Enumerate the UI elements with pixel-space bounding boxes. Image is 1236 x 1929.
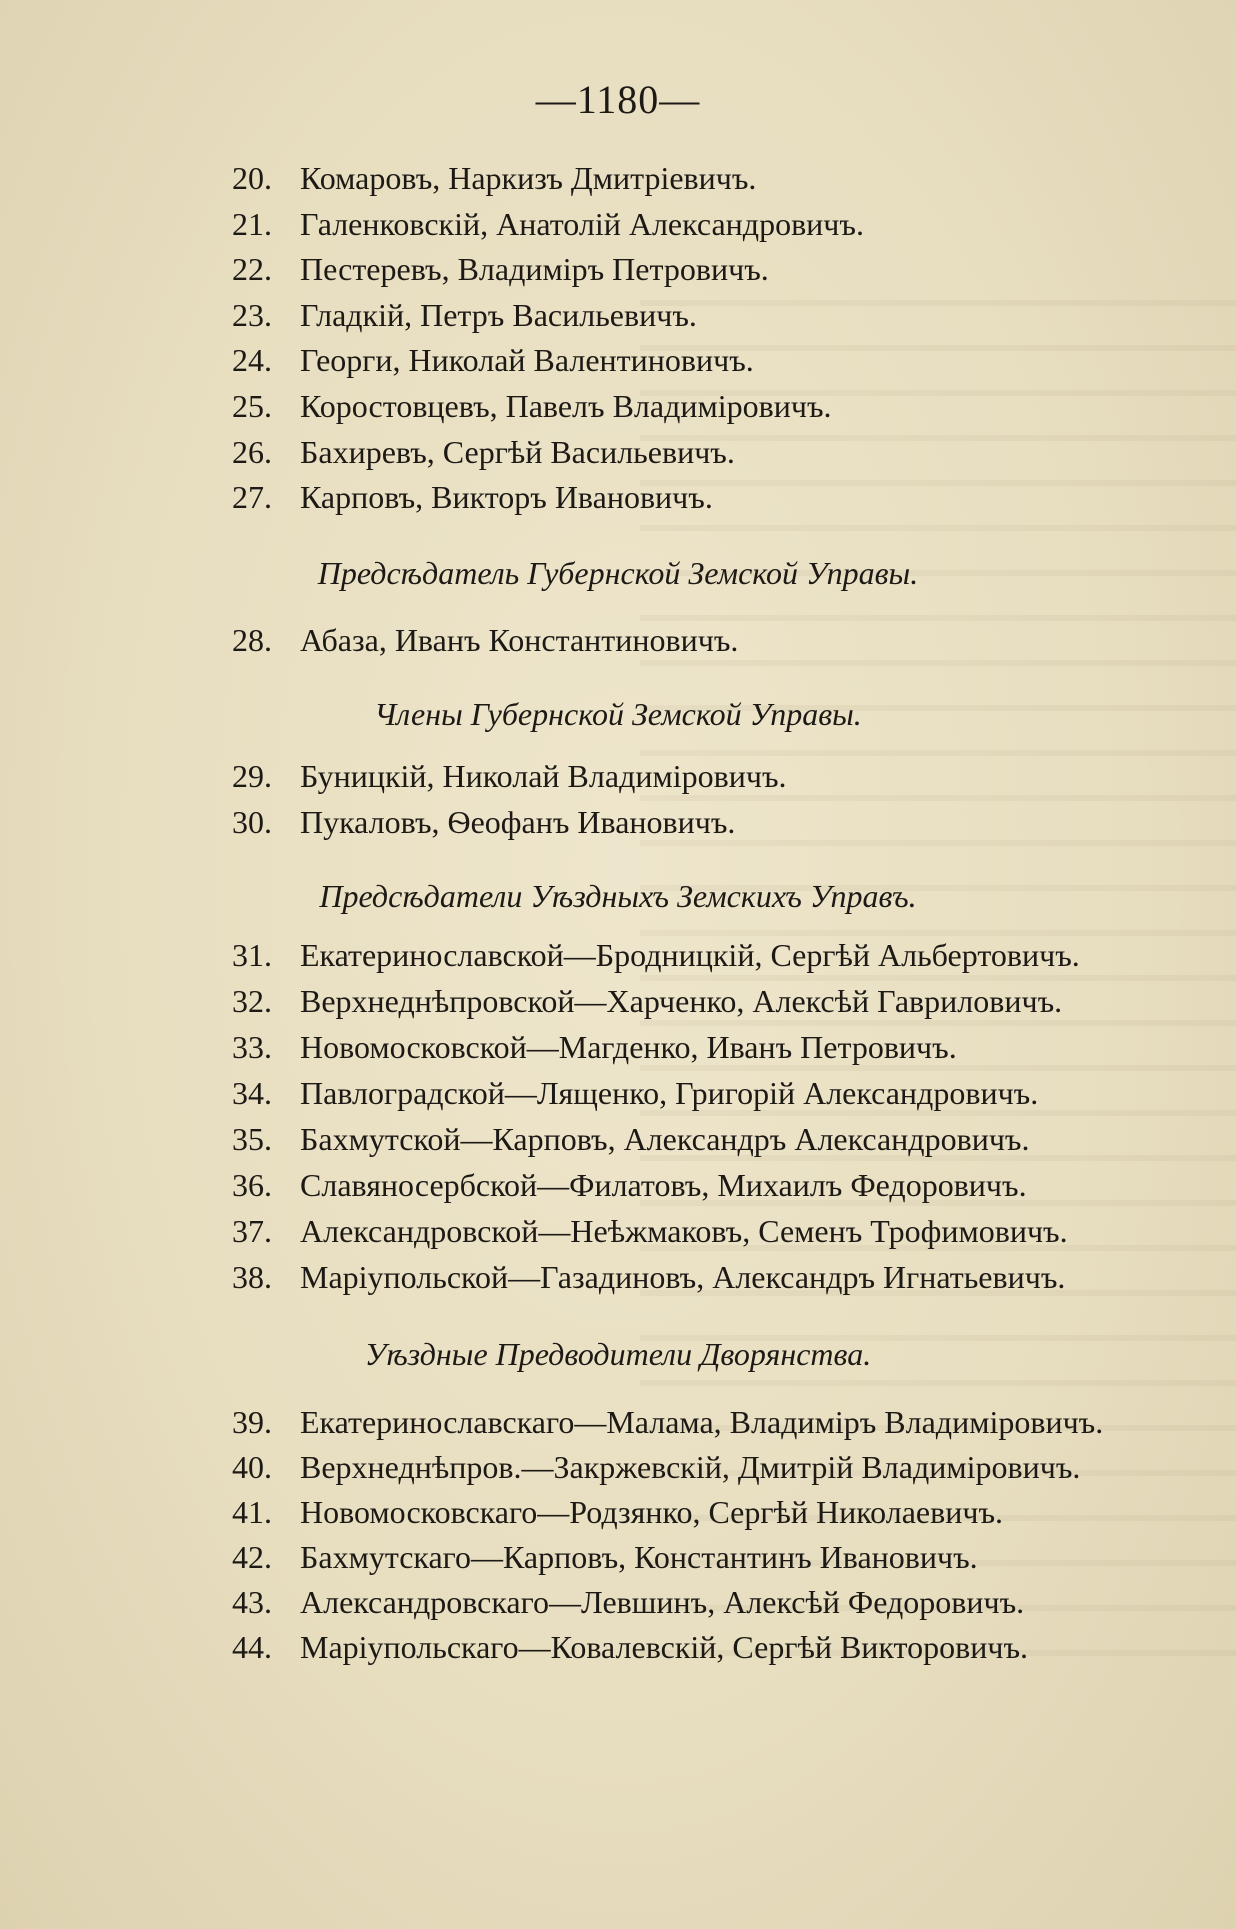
list-entry	[232, 297, 697, 333]
entry-text: Новомосковскаго—Родзянко, Сергѣй Николаевичъ.	[300, 1494, 1003, 1530]
entry-number: 38.	[232, 1259, 272, 1295]
entry-text: Комаровъ, Наркизъ Дмитріевичъ.	[300, 160, 757, 196]
list-entry	[232, 1494, 1003, 1530]
list-entry	[232, 937, 1080, 973]
entry-text: Александровской—Неѣжмаковъ, Семенъ Трофимовичъ.	[300, 1213, 1068, 1249]
section-heading: Члены Губернской Земской Управы.	[374, 696, 862, 732]
list-entry	[232, 1029, 957, 1065]
entry-text: Абаза, Иванъ Константиновичъ.	[300, 622, 739, 658]
list-entry	[232, 479, 713, 515]
section-heading: Предсѣдатель Губернской Земской Управы.	[317, 555, 919, 591]
entry-text: Буницкій, Николай Владиміровичъ.	[300, 758, 787, 794]
entry-number: 35.	[232, 1121, 272, 1157]
entry-text: Бахмутскаго—Карповъ, Константинъ Ивановичъ.	[300, 1539, 978, 1575]
list-entry	[232, 1449, 1080, 1485]
entry-text: Георги, Николай Валентиновичъ.	[300, 342, 754, 378]
list-entry	[232, 1213, 1068, 1249]
entry-text: Верхнеднѣпров.—Закржевскій, Дмитрій Владиміровичъ.	[300, 1449, 1081, 1485]
entry-text: Екатеринославскаго—Малама, Владиміръ Владиміровичъ.	[300, 1404, 1104, 1440]
entry-number: 20.	[232, 160, 272, 196]
entry-text: Пестеревъ, Владиміръ Петровичъ.	[300, 251, 769, 287]
entry-number: 26.	[232, 434, 272, 470]
list-entry	[232, 758, 786, 794]
entry-text: Павлоградской—Лященко, Григорій Александровичъ.	[300, 1075, 1039, 1111]
entry-number: 21.	[232, 206, 272, 242]
entry-text: Александровскаго—Левшинъ, Алексѣй Федоровичъ.	[300, 1584, 1025, 1620]
page-number: —1180—	[535, 77, 701, 122]
entry-text: Карповъ, Викторъ Ивановичъ.	[300, 479, 713, 515]
entry-number: 44.	[232, 1629, 272, 1665]
entry-number: 24.	[232, 342, 272, 378]
entry-number: 22.	[232, 251, 272, 287]
entry-number: 30.	[232, 804, 272, 840]
entry-number: 23.	[232, 297, 272, 333]
list-entry	[232, 983, 1062, 1019]
entry-number: 40.	[232, 1449, 272, 1485]
entry-number: 34.	[232, 1075, 272, 1111]
entry-number: 39.	[232, 1404, 272, 1440]
list-entry	[232, 206, 864, 242]
entry-text: Славяносербской—Филатовъ, Михаилъ Федоровичъ.	[300, 1167, 1027, 1203]
entry-number: 29.	[232, 758, 272, 794]
entry-number: 31.	[232, 937, 272, 973]
entry-number: 27.	[232, 479, 272, 515]
list-entry	[232, 251, 769, 287]
entry-text: Гладкій, Петръ Васильевичъ.	[300, 297, 697, 333]
list-entry	[232, 342, 754, 378]
list-entry	[232, 1075, 1038, 1111]
list-entry	[232, 388, 832, 424]
entry-number: 28.	[232, 622, 272, 658]
entry-number: 41.	[232, 1494, 272, 1530]
entry-number: 37.	[232, 1213, 272, 1249]
entry-text: Бахмутской—Карповъ, Александръ Александровичъ.	[300, 1121, 1030, 1157]
entry-text: Маріупольской—Газадиновъ, Александръ Игнатьевичъ.	[300, 1259, 1066, 1295]
list-entry	[232, 1629, 1028, 1665]
entry-number: 36.	[232, 1167, 272, 1203]
entry-text: Екатеринославской—Бродницкій, Сергѣй Альбертовичъ.	[300, 937, 1080, 973]
list-entry	[232, 804, 735, 840]
entry-text: Пукаловъ, Ѳеофанъ Ивановичъ.	[300, 804, 736, 840]
entry-number: 25.	[232, 388, 272, 424]
entry-text: Бахиревъ, Сергѣй Васильевичъ.	[300, 434, 735, 470]
entry-number: 32.	[232, 983, 272, 1019]
list-entry	[232, 1404, 1103, 1440]
list-entry	[232, 1259, 1065, 1295]
list-entry	[232, 1121, 1029, 1157]
entry-text: Коростовцевъ, Павелъ Владиміровичъ.	[300, 388, 832, 424]
section-heading: Уѣздные Предводители Дворянства.	[364, 1336, 872, 1372]
list-entry	[232, 622, 738, 658]
entry-text: Новомосковской—Магденко, Иванъ Петровичъ.	[300, 1029, 957, 1065]
list-entry	[232, 160, 756, 196]
entry-text: Галенковскій, Анатолій Александровичъ.	[300, 206, 864, 242]
entry-number: 42.	[232, 1539, 272, 1575]
list-entry	[232, 1584, 1024, 1620]
list-entry	[232, 434, 735, 470]
entry-number: 43.	[232, 1584, 272, 1620]
entry-text: Маріупольскаго—Ковалевскій, Сергѣй Викторовичъ.	[300, 1629, 1028, 1665]
list-entry	[232, 1167, 1027, 1203]
section-heading: Предсѣдатели Уѣздныхъ Земскихъ Управъ.	[319, 878, 917, 914]
entry-number: 33.	[232, 1029, 272, 1065]
entry-text: Верхнеднѣпровской—Харченко, Алексѣй Гавриловичъ.	[300, 983, 1063, 1019]
list-entry	[232, 1539, 978, 1575]
